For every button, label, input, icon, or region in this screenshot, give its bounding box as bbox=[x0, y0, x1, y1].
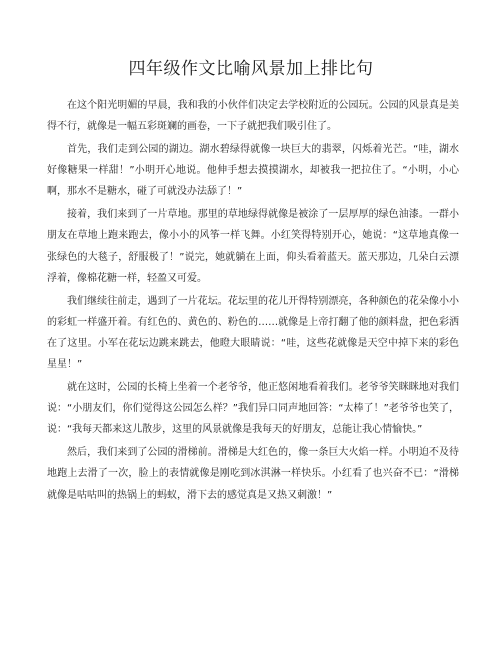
document-title: 四年级作文比喻风景加上排比句 bbox=[128, 59, 374, 79]
paragraph-2: 首先，我们走到公园的湖边。湖水碧绿得就像一块巨大的翡翠，闪烁着光芒。“哇，湖水好像糖果一样甜！”小明开心地说。他伸手想去摸摸湖水，却被我一把拉住了。“小明，小心啊，那水不是糖水，碰了可就没办法舔了！” bbox=[47, 144, 459, 198]
paragraph-5: 就在这时，公园的长椅上坐着一个老爷爷，他正悠闲地看着我们。老爷爷笑眯眯地对我们说：“小朋友们，你们觉得这公园怎么样？”我们异口同声地回答：“太棒了！”老爷爷也笑了，说：“我每天都来这儿散步，这里的风景就像是我每天的好朋友，总能让我心情愉快。” bbox=[47, 382, 459, 436]
paragraph-3: 接着，我们来到了一片草地。那里的草地绿得就像是被涂了一层厚厚的绿色油漆。一群小朋友在草地上跑来跑去，像小小的风筝一样飞舞。小红笑得特别开心，她说：“这草地真像一张绿色的大毯子，舒服极了！”说完，她就躺在上面，仰头看着蓝天。蓝天那边，几朵白云漂浮着，像棉花糖一样，轻盈又可爱。 bbox=[47, 209, 459, 284]
paragraph-6: 然后，我们来到了公园的滑梯前。滑梯是大红色的，像一条巨大火焰一样。小明迫不及待地跑上去滑了一次，脸上的表情就像是刚吃到冰淇淋一样快乐。小红看了也兴奋不已：“滑梯就像是咕咕叫的热锅上的蚂蚁，滑下去的感觉真是又热又刺激！” bbox=[47, 447, 459, 501]
paragraph-1: 在这个阳光明媚的早晨，我和我的小伙伴们决定去学校附近的公园玩。公园的风景真是美得不行，就像是一幅五彩斑斓的画卷，一下子就把我们吸引住了。 bbox=[47, 100, 459, 133]
document-body bbox=[47, 95, 459, 507]
paragraph-4: 我们继续往前走，遇到了一片花坛。花坛里的花儿开得特别漂亮，各种颜色的花朵像小小的彩虹一样盛开着。有红色的、黄色的、粉色的……就像是上帝打翻了他的颜料盘，把色彩洒在了这里。小军在花坛边跳来跳去，他瞪大眼睛说：“哇，这些花就像是天空中掉下来的彩色星星！” bbox=[47, 295, 459, 371]
